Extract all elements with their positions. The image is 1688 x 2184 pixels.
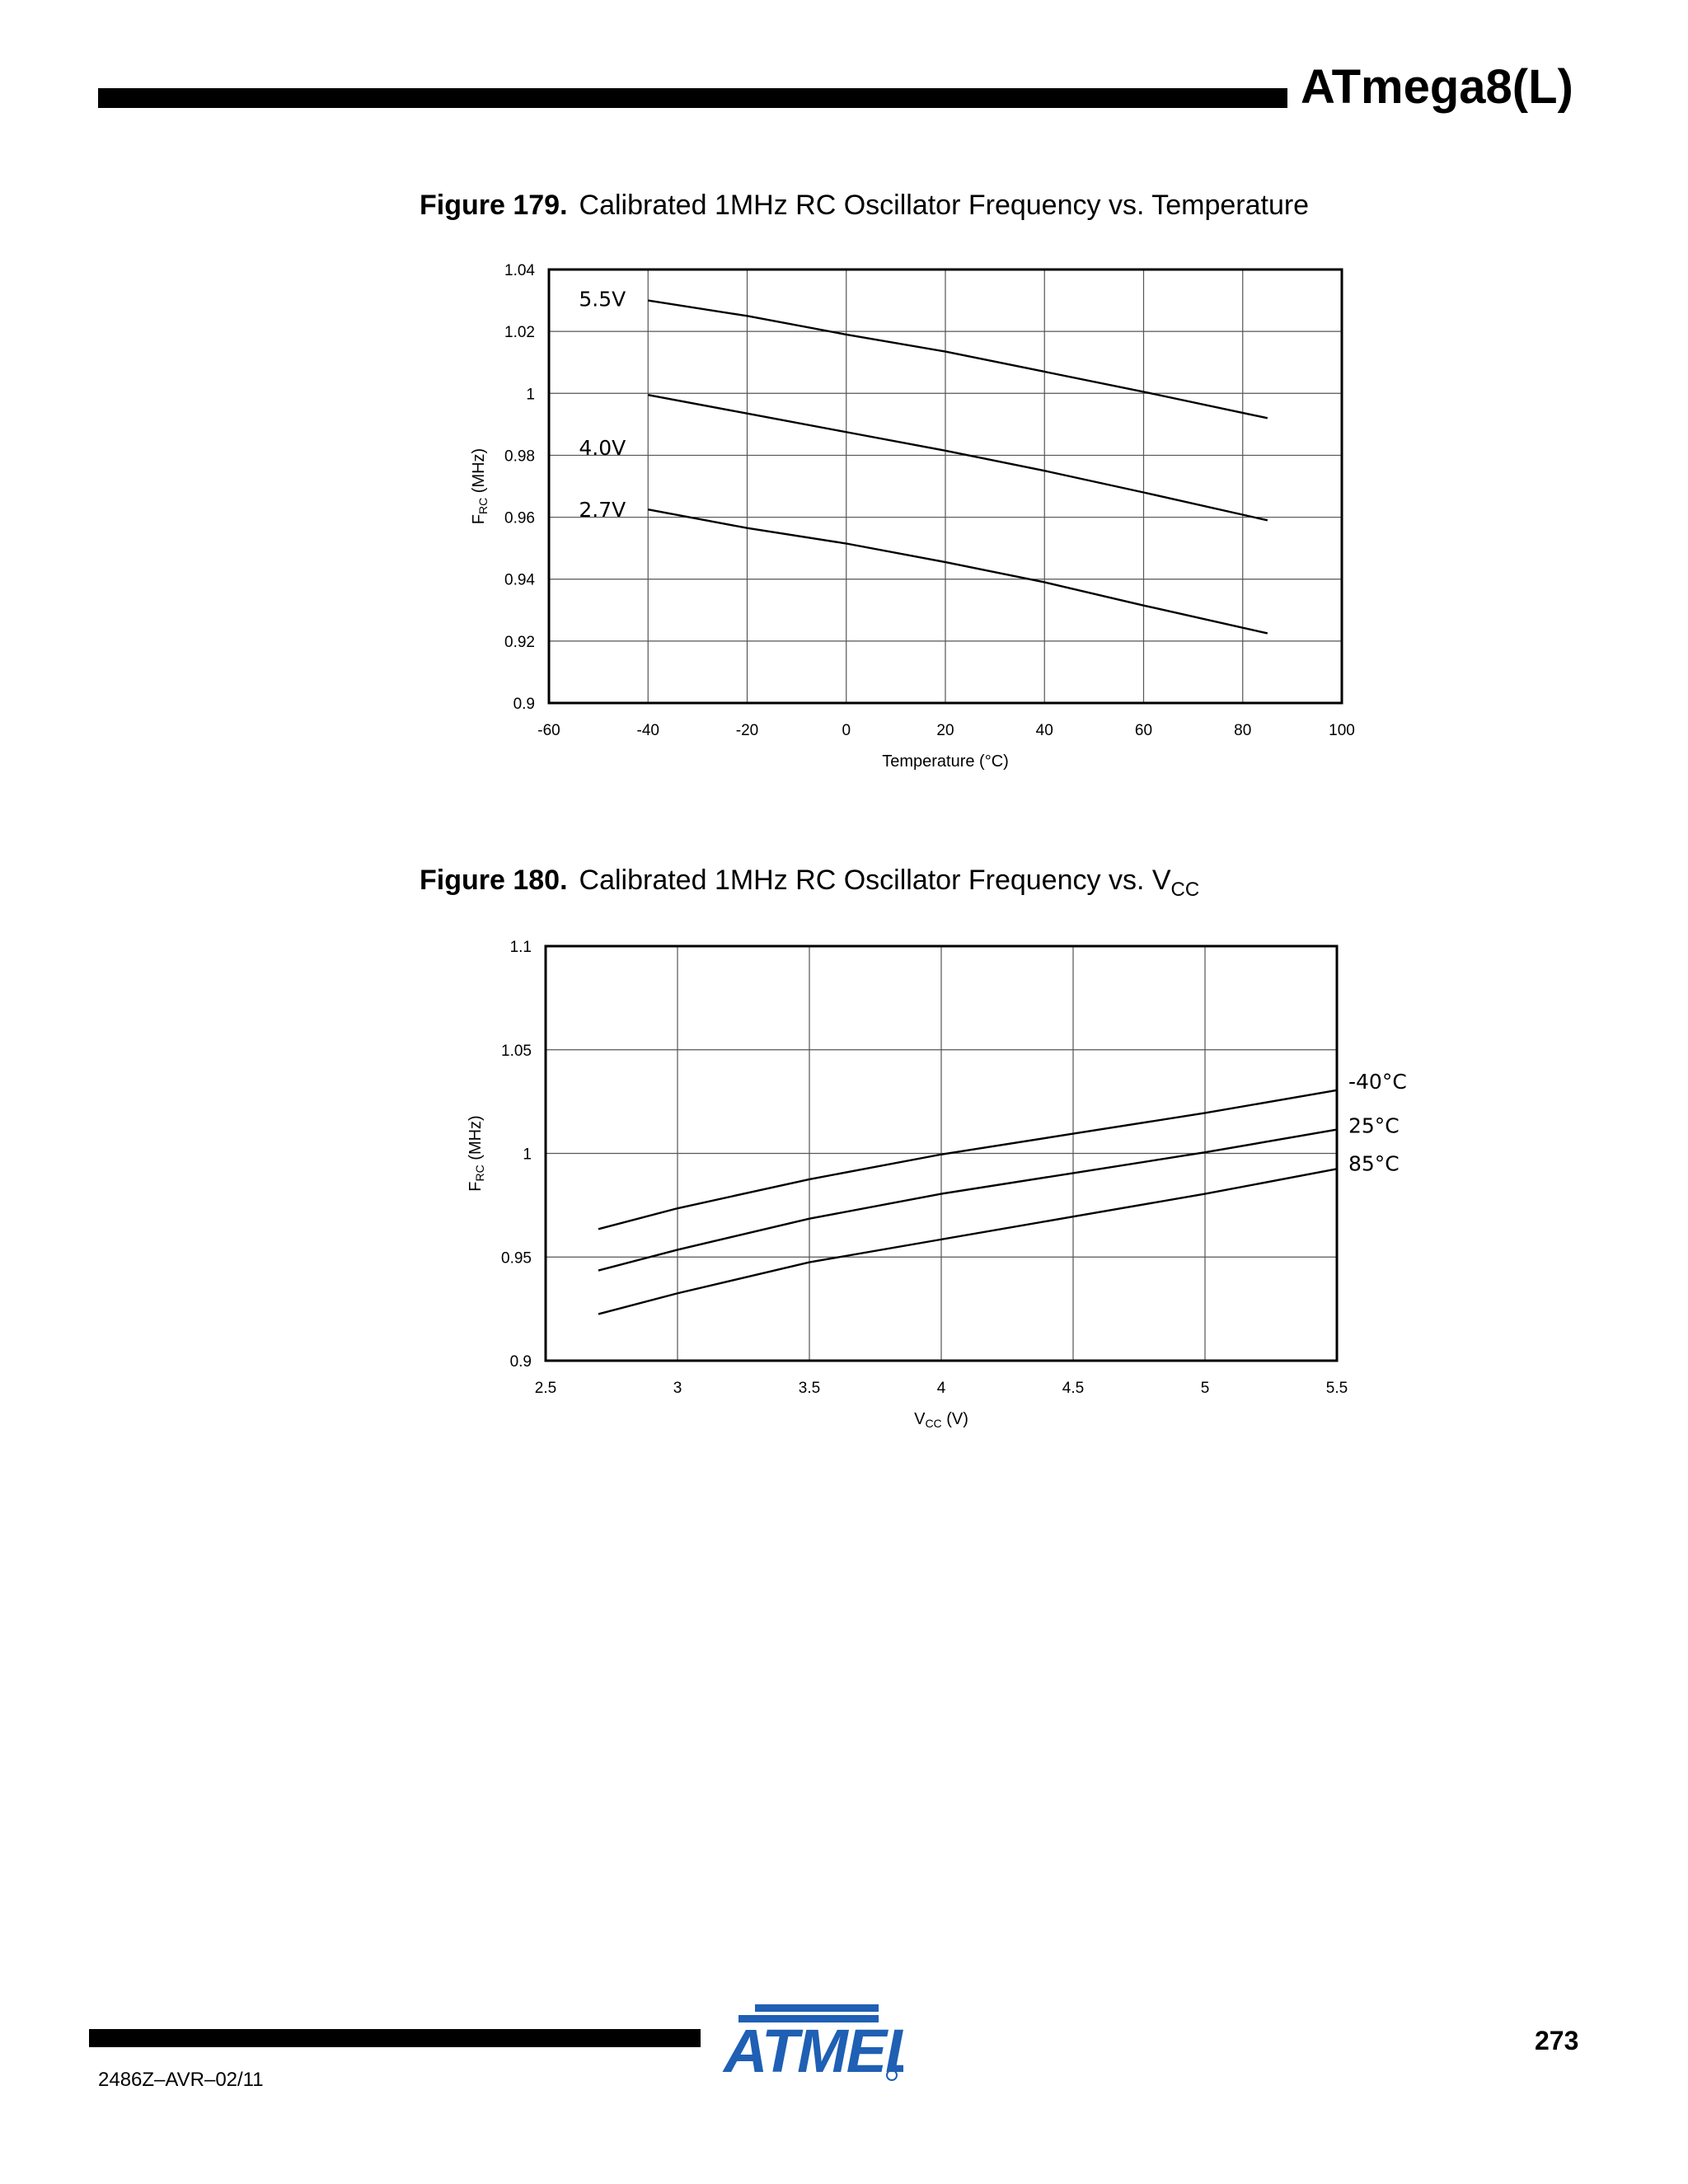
x-tick-label: 4.5 [1062, 1380, 1085, 1397]
footer-rule [89, 2029, 701, 2047]
series-label: -40°C [1348, 1069, 1407, 1094]
y-tick-label: 1.04 [504, 262, 535, 279]
series-label: 25°C [1348, 1113, 1400, 1138]
figure-180-title-subscript: CC [1170, 879, 1200, 901]
y-tick-label: 0.94 [504, 571, 535, 589]
y-axis-label: $F_{RC}$ (MHz) [470, 448, 490, 525]
x-tick-label: 20 [936, 722, 954, 739]
y-tick-label: 1 [523, 1146, 532, 1164]
x-tick-label: 5 [1200, 1380, 1210, 1397]
x-tick-label: 80 [1234, 722, 1252, 739]
x-tick-label: 3.5 [798, 1380, 821, 1397]
y-tick-label: 1.05 [501, 1042, 532, 1060]
series-label: 5.5V [579, 287, 626, 312]
series-line [598, 1090, 1337, 1230]
y-tick-label: 1 [526, 386, 535, 404]
figure-180-label: Figure 180. [420, 865, 568, 896]
x-axis-label: Temperature (°C) [882, 752, 1009, 771]
x-tick-label: 5.5 [1325, 1380, 1348, 1397]
y-tick-label: 1.1 [509, 939, 532, 956]
y-axis-label: $F_{RC}$ (MHz) [467, 1115, 486, 1192]
x-tick-label: -40 [636, 722, 659, 739]
atmel-logo [722, 2003, 903, 2089]
x-tick-label: 2.5 [534, 1380, 557, 1397]
x-tick-label: 60 [1134, 722, 1153, 739]
page-number: 273 [1535, 2026, 1579, 2055]
x-axis-label: $V_{CC}$ (V) [914, 1410, 968, 1430]
y-tick-label: 0.96 [504, 509, 535, 527]
atmel-logo-text: ATMEL [724, 2017, 903, 2085]
document-title: ATmega8(L) [1301, 60, 1573, 114]
series-label: 4.0V [579, 436, 626, 461]
x-tick-label: 100 [1329, 722, 1355, 739]
x-tick-label: 3 [673, 1380, 682, 1397]
x-tick-label: -20 [735, 722, 759, 739]
document-code: 2486Z–AVR–02/11 [98, 2069, 264, 2091]
series-label: 85°C [1348, 1151, 1400, 1176]
series-label: 2.7V [579, 498, 626, 523]
x-tick-label: -60 [537, 722, 560, 739]
y-tick-label: 0.95 [501, 1249, 532, 1268]
y-tick-label: 1.02 [504, 324, 535, 342]
figure-179-title: Calibrated 1MHz RC Oscillator Frequency vs. Temperature [579, 190, 1310, 221]
y-tick-label: 0.98 [504, 448, 535, 466]
figure-180-title: Calibrated 1MHz RC Oscillator Frequency vs. V [579, 865, 1171, 896]
y-tick-label: 0.9 [509, 1353, 532, 1371]
figure-179-label: Figure 179. [420, 190, 568, 221]
y-tick-label: 0.92 [504, 633, 535, 651]
y-tick-label: 0.9 [513, 696, 535, 713]
x-tick-label: 40 [1035, 722, 1053, 739]
x-tick-label: 4 [936, 1380, 946, 1397]
x-tick-label: 0 [842, 722, 851, 739]
